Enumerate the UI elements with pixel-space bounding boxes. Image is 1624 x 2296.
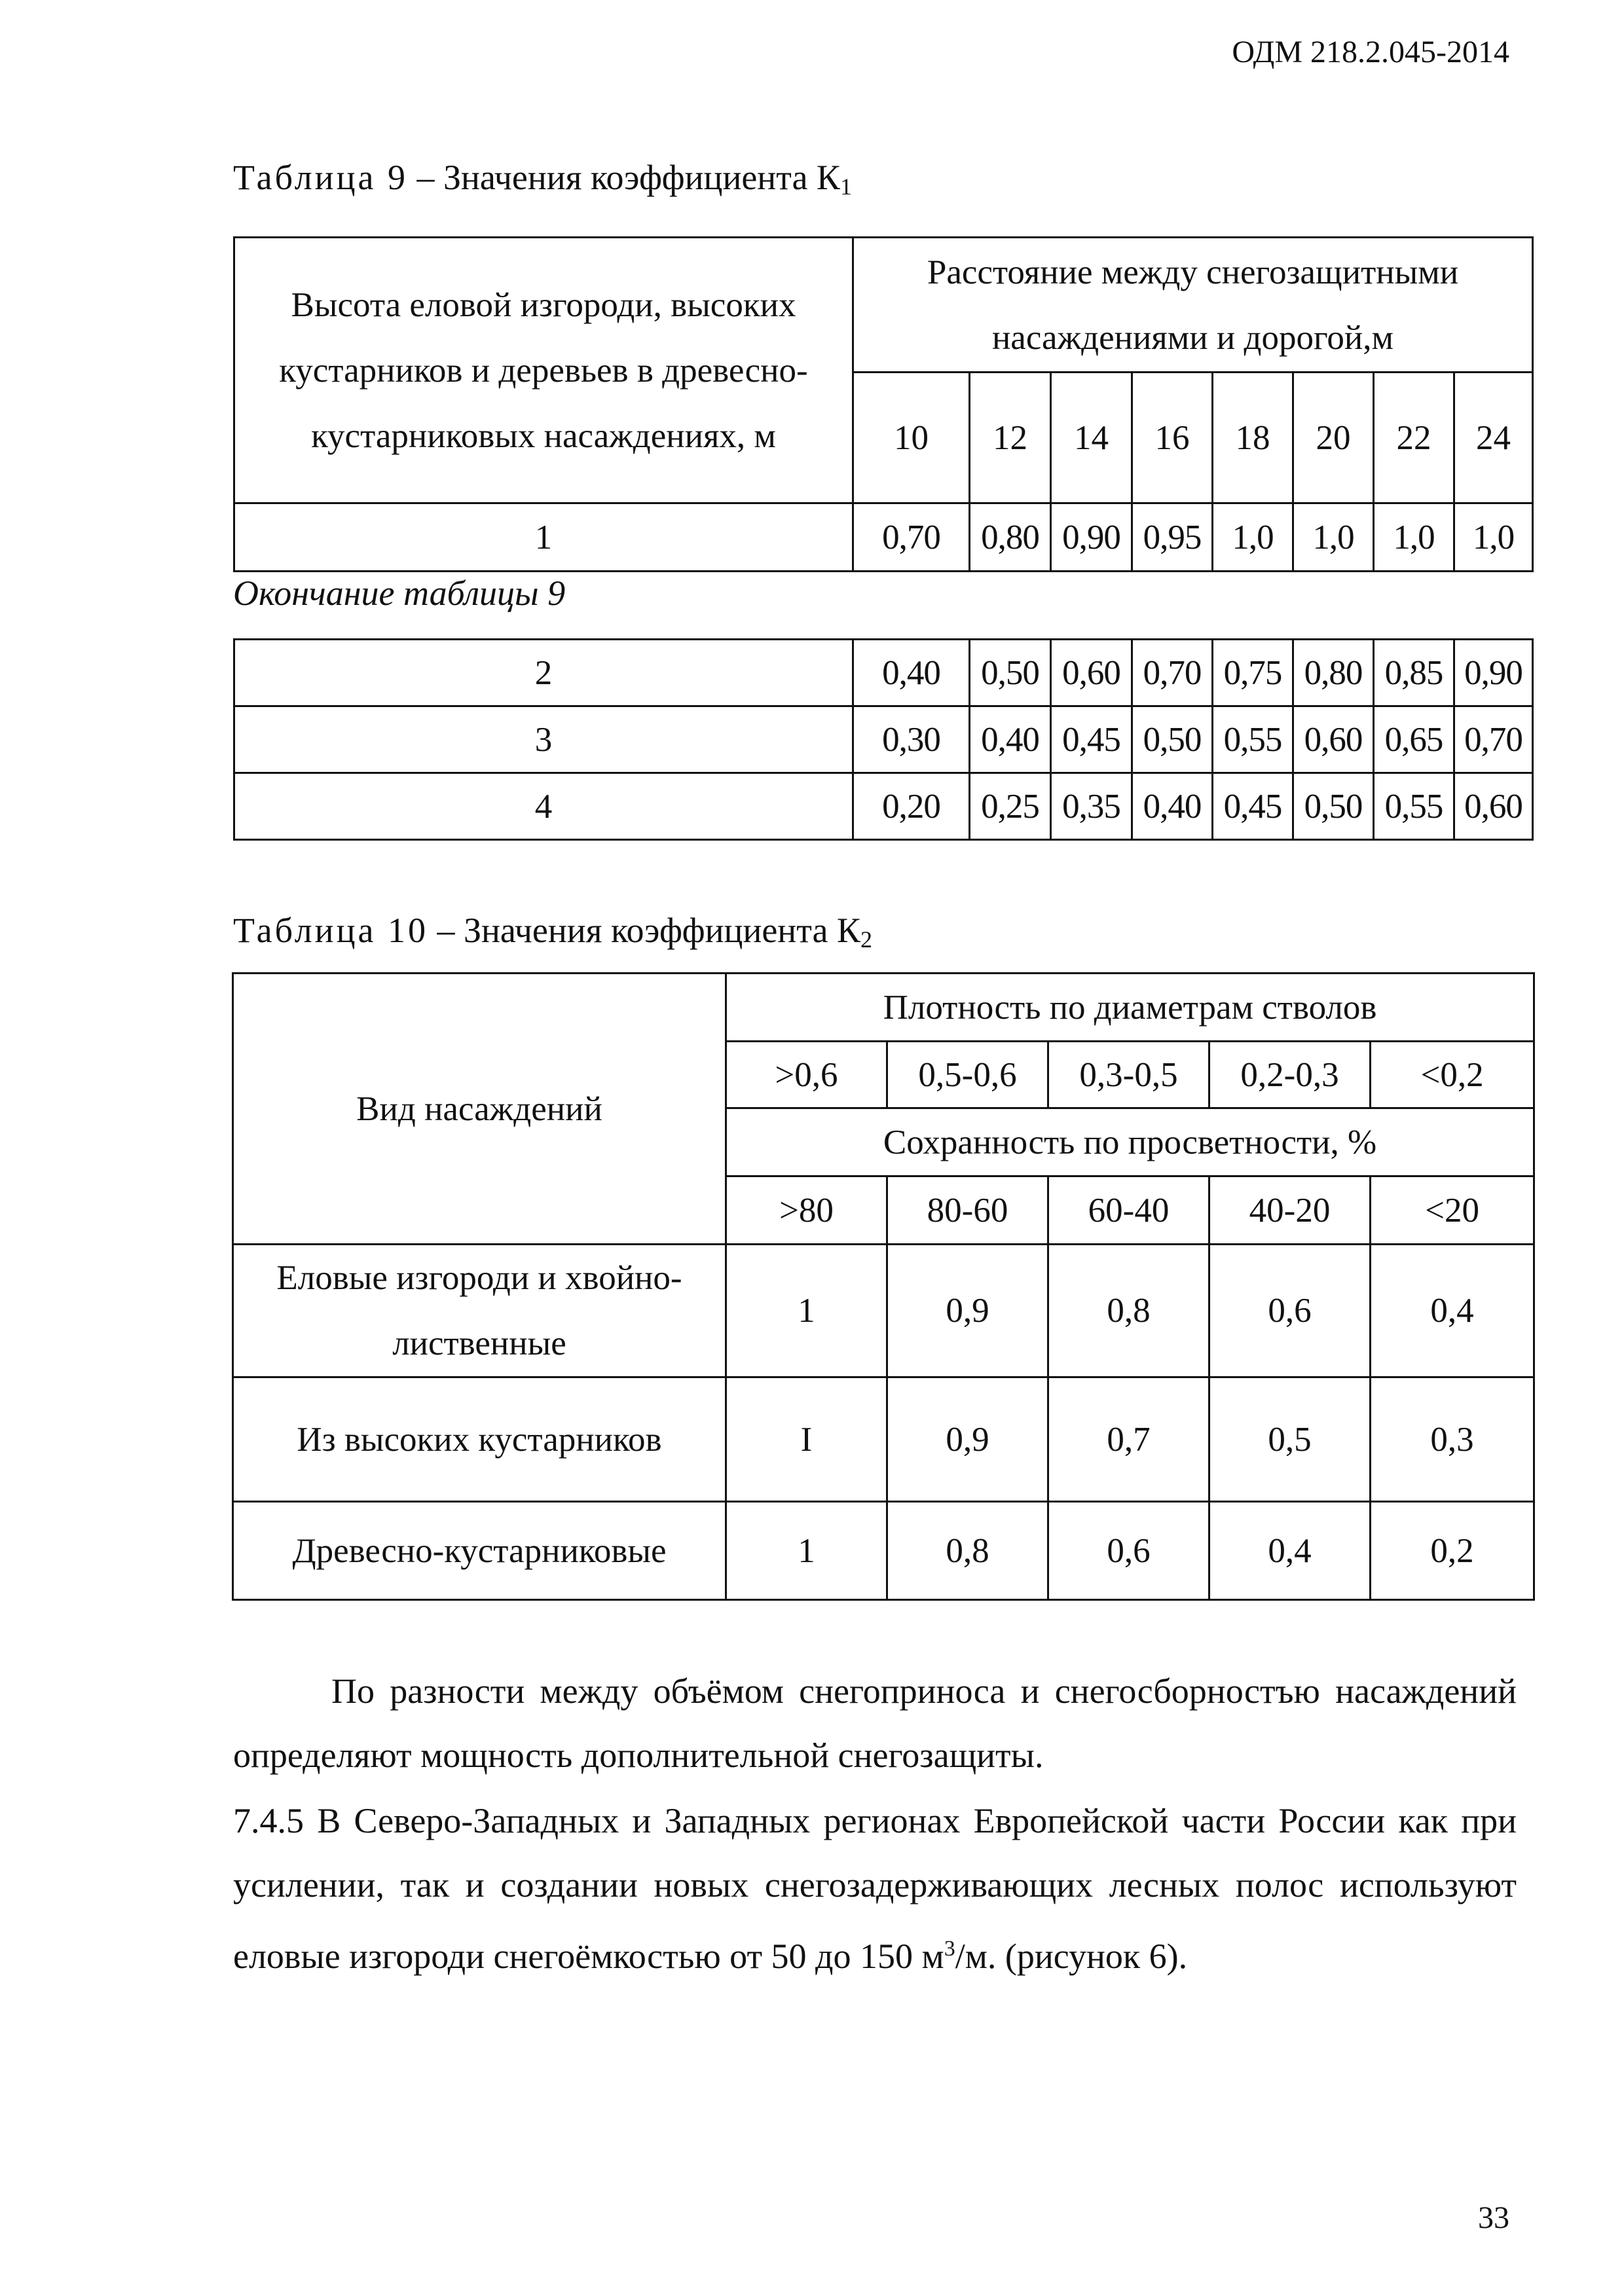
- table9-value-cell: 0,75: [1213, 640, 1293, 706]
- table9-height-cell: 1: [234, 503, 853, 572]
- table9-value-cell: 0,95: [1132, 503, 1213, 572]
- table10-preserve-cell: 40-20: [1209, 1176, 1371, 1245]
- table9-value-cell: 0,40: [853, 640, 970, 706]
- table10-plant-type: Древесно-кустарниковые: [233, 1502, 726, 1600]
- table-row: [233, 1245, 1534, 1377]
- table10-density-cell: 0,3-0,5: [1048, 1042, 1209, 1108]
- paragraph-7-4-5-end: /м. (рисунок 6).: [955, 1937, 1188, 1976]
- table9-value-cell: 0,60: [1051, 640, 1132, 706]
- table9-value-cell: 0,50: [970, 640, 1051, 706]
- table9-value-cell: 0,70: [853, 503, 970, 572]
- table10-density-cell: 0,5-0,6: [887, 1042, 1048, 1108]
- table-row: [234, 503, 1533, 572]
- table9-value-cell: 0,90: [1051, 503, 1132, 572]
- table9-caption: [233, 157, 852, 200]
- table9-distance: 12: [970, 373, 1051, 503]
- table9-value-cell: 1,0: [1454, 503, 1533, 572]
- table-row: [233, 1502, 1534, 1600]
- document-code: ОДМ 218.2.045-2014: [1232, 35, 1509, 69]
- table10-density-cell: 0,2-0,3: [1209, 1042, 1371, 1108]
- table9-height-cell: 2: [234, 640, 853, 706]
- table9-value-cell: 0,55: [1374, 773, 1454, 840]
- paragraph-7-4-5: [233, 1789, 1517, 1988]
- table10-value-cell: 0,7: [1048, 1377, 1209, 1502]
- table9-value-cell: 0,50: [1293, 773, 1374, 840]
- table9-value-cell: 0,65: [1374, 706, 1454, 773]
- table9-value-cell: 0,40: [970, 706, 1051, 773]
- table10-value-cell: 0,9: [887, 1245, 1048, 1377]
- paragraph-7-4-5-superscript: 3: [944, 1937, 955, 1961]
- table9-continuation: [233, 638, 1534, 841]
- paragraph-snow-protection: По разности между объёмом снегоприноса и снегосборностъю насаждений определяют мощность дополнительной снегозащиты.: [233, 1671, 1517, 1775]
- table10-value-cell: 0,6: [1048, 1502, 1209, 1600]
- table9-distance: 20: [1293, 373, 1374, 503]
- table10-value-cell: 0,4: [1371, 1245, 1534, 1377]
- table9-value-cell: 0,55: [1213, 706, 1293, 773]
- table9-caption-prefix: Таблица 9: [233, 158, 408, 197]
- table9-caption-sub: 1: [840, 173, 852, 200]
- table10-caption: [233, 910, 872, 953]
- table-row: [234, 640, 1533, 706]
- table10-value-cell: 0,5: [1209, 1377, 1371, 1502]
- table10-density-cell: >0,6: [726, 1042, 887, 1108]
- table10-value-cell: 0,2: [1371, 1502, 1534, 1600]
- table9-distance: 22: [1374, 373, 1454, 503]
- table10-value-cell: 0,9: [887, 1377, 1048, 1502]
- table-row: [234, 773, 1533, 840]
- table10-value-cell: 0,8: [1048, 1245, 1209, 1377]
- table9-distance: 16: [1132, 373, 1213, 503]
- table9-distance: 10: [853, 373, 970, 503]
- table10-value-cell: 0,3: [1371, 1377, 1534, 1502]
- table9-head-right: Расстояние между снегозащитными насаждениями и дорогой,м: [853, 238, 1533, 373]
- table10-plant-type: Из высоких кустарников: [233, 1377, 726, 1502]
- paragraph-7-4-5-text: 7.4.5 В Северо-Западных и Западных регионах Европейской части России как при усилении, так и создании новых снегозадерживающих лесных полос используют еловые изгороди снегоёмкостью от 50 до 150 м: [233, 1801, 1517, 1976]
- table9-value-cell: 0,50: [1132, 706, 1213, 773]
- table9: [233, 236, 1534, 572]
- table10-value-cell: 1: [726, 1245, 887, 1377]
- table10-value-cell: 1: [726, 1502, 887, 1600]
- table10-head-left: Вид насаждений: [233, 974, 726, 1245]
- page-number: 33: [1478, 2200, 1509, 2235]
- table9-value-cell: 0,25: [970, 773, 1051, 840]
- table-row: [234, 706, 1533, 773]
- table10-value-cell: 0,8: [887, 1502, 1048, 1600]
- table9-value-cell: 0,90: [1454, 640, 1533, 706]
- table9-caption-text: – Значения коэффициента К: [407, 158, 840, 197]
- table9-value-cell: 0,85: [1374, 640, 1454, 706]
- table10-caption-prefix: Таблица 10: [233, 911, 428, 950]
- table9-value-cell: 0,60: [1293, 706, 1374, 773]
- table9-value-cell: 0,80: [1293, 640, 1374, 706]
- table10-caption-sub: 2: [860, 926, 872, 953]
- table9-head-left: Высота еловой изгороди, высоких кустарников и деревьев в древесно-кустарниковых насаждениях, м: [234, 238, 853, 503]
- table10-caption-text: – Значения коэффициента К: [428, 911, 860, 950]
- table9-value-cell: 0,30: [853, 706, 970, 773]
- table10-density-header: Плотность по диаметрам стволов: [726, 974, 1534, 1042]
- table10-value-cell: 0,4: [1209, 1502, 1371, 1600]
- table9-value-cell: 0,60: [1454, 773, 1533, 840]
- table10-value-cell: 0,6: [1209, 1245, 1371, 1377]
- table-row: [233, 1377, 1534, 1502]
- table9-value-cell: 0,40: [1132, 773, 1213, 840]
- table9-height-cell: 3: [234, 706, 853, 773]
- table10-preserve-cell: <20: [1371, 1176, 1534, 1245]
- table9-value-cell: 0,45: [1213, 773, 1293, 840]
- table10-value-cell: I: [726, 1377, 887, 1502]
- table9-value-cell: 0,20: [853, 773, 970, 840]
- table9-value-cell: 1,0: [1213, 503, 1293, 572]
- table9-value-cell: 0,80: [970, 503, 1051, 572]
- table9-continuation-label: Окончание таблицы 9: [233, 574, 566, 613]
- table9-height-cell: 4: [234, 773, 853, 840]
- table9-value-cell: 1,0: [1293, 503, 1374, 572]
- table9-value-cell: 0,35: [1051, 773, 1132, 840]
- table9-value-cell: 0,70: [1454, 706, 1533, 773]
- table10-preserve-cell: 80-60: [887, 1176, 1048, 1245]
- table9-distance: 18: [1213, 373, 1293, 503]
- table9-distance: 14: [1051, 373, 1132, 503]
- table10-plant-type: Еловые изгороди и хвойно-лиственные: [233, 1245, 726, 1377]
- table10-density-cell: <0,2: [1371, 1042, 1534, 1108]
- table10-preserve-header: Сохранность по просветности, %: [726, 1108, 1534, 1176]
- table10: [232, 972, 1535, 1601]
- table10-preserve-cell: >80: [726, 1176, 887, 1245]
- table9-distance: 24: [1454, 373, 1533, 503]
- table9-value-cell: 0,45: [1051, 706, 1132, 773]
- table10-preserve-cell: 60-40: [1048, 1176, 1209, 1245]
- table9-value-cell: 0,70: [1132, 640, 1213, 706]
- table9-value-cell: 1,0: [1374, 503, 1454, 572]
